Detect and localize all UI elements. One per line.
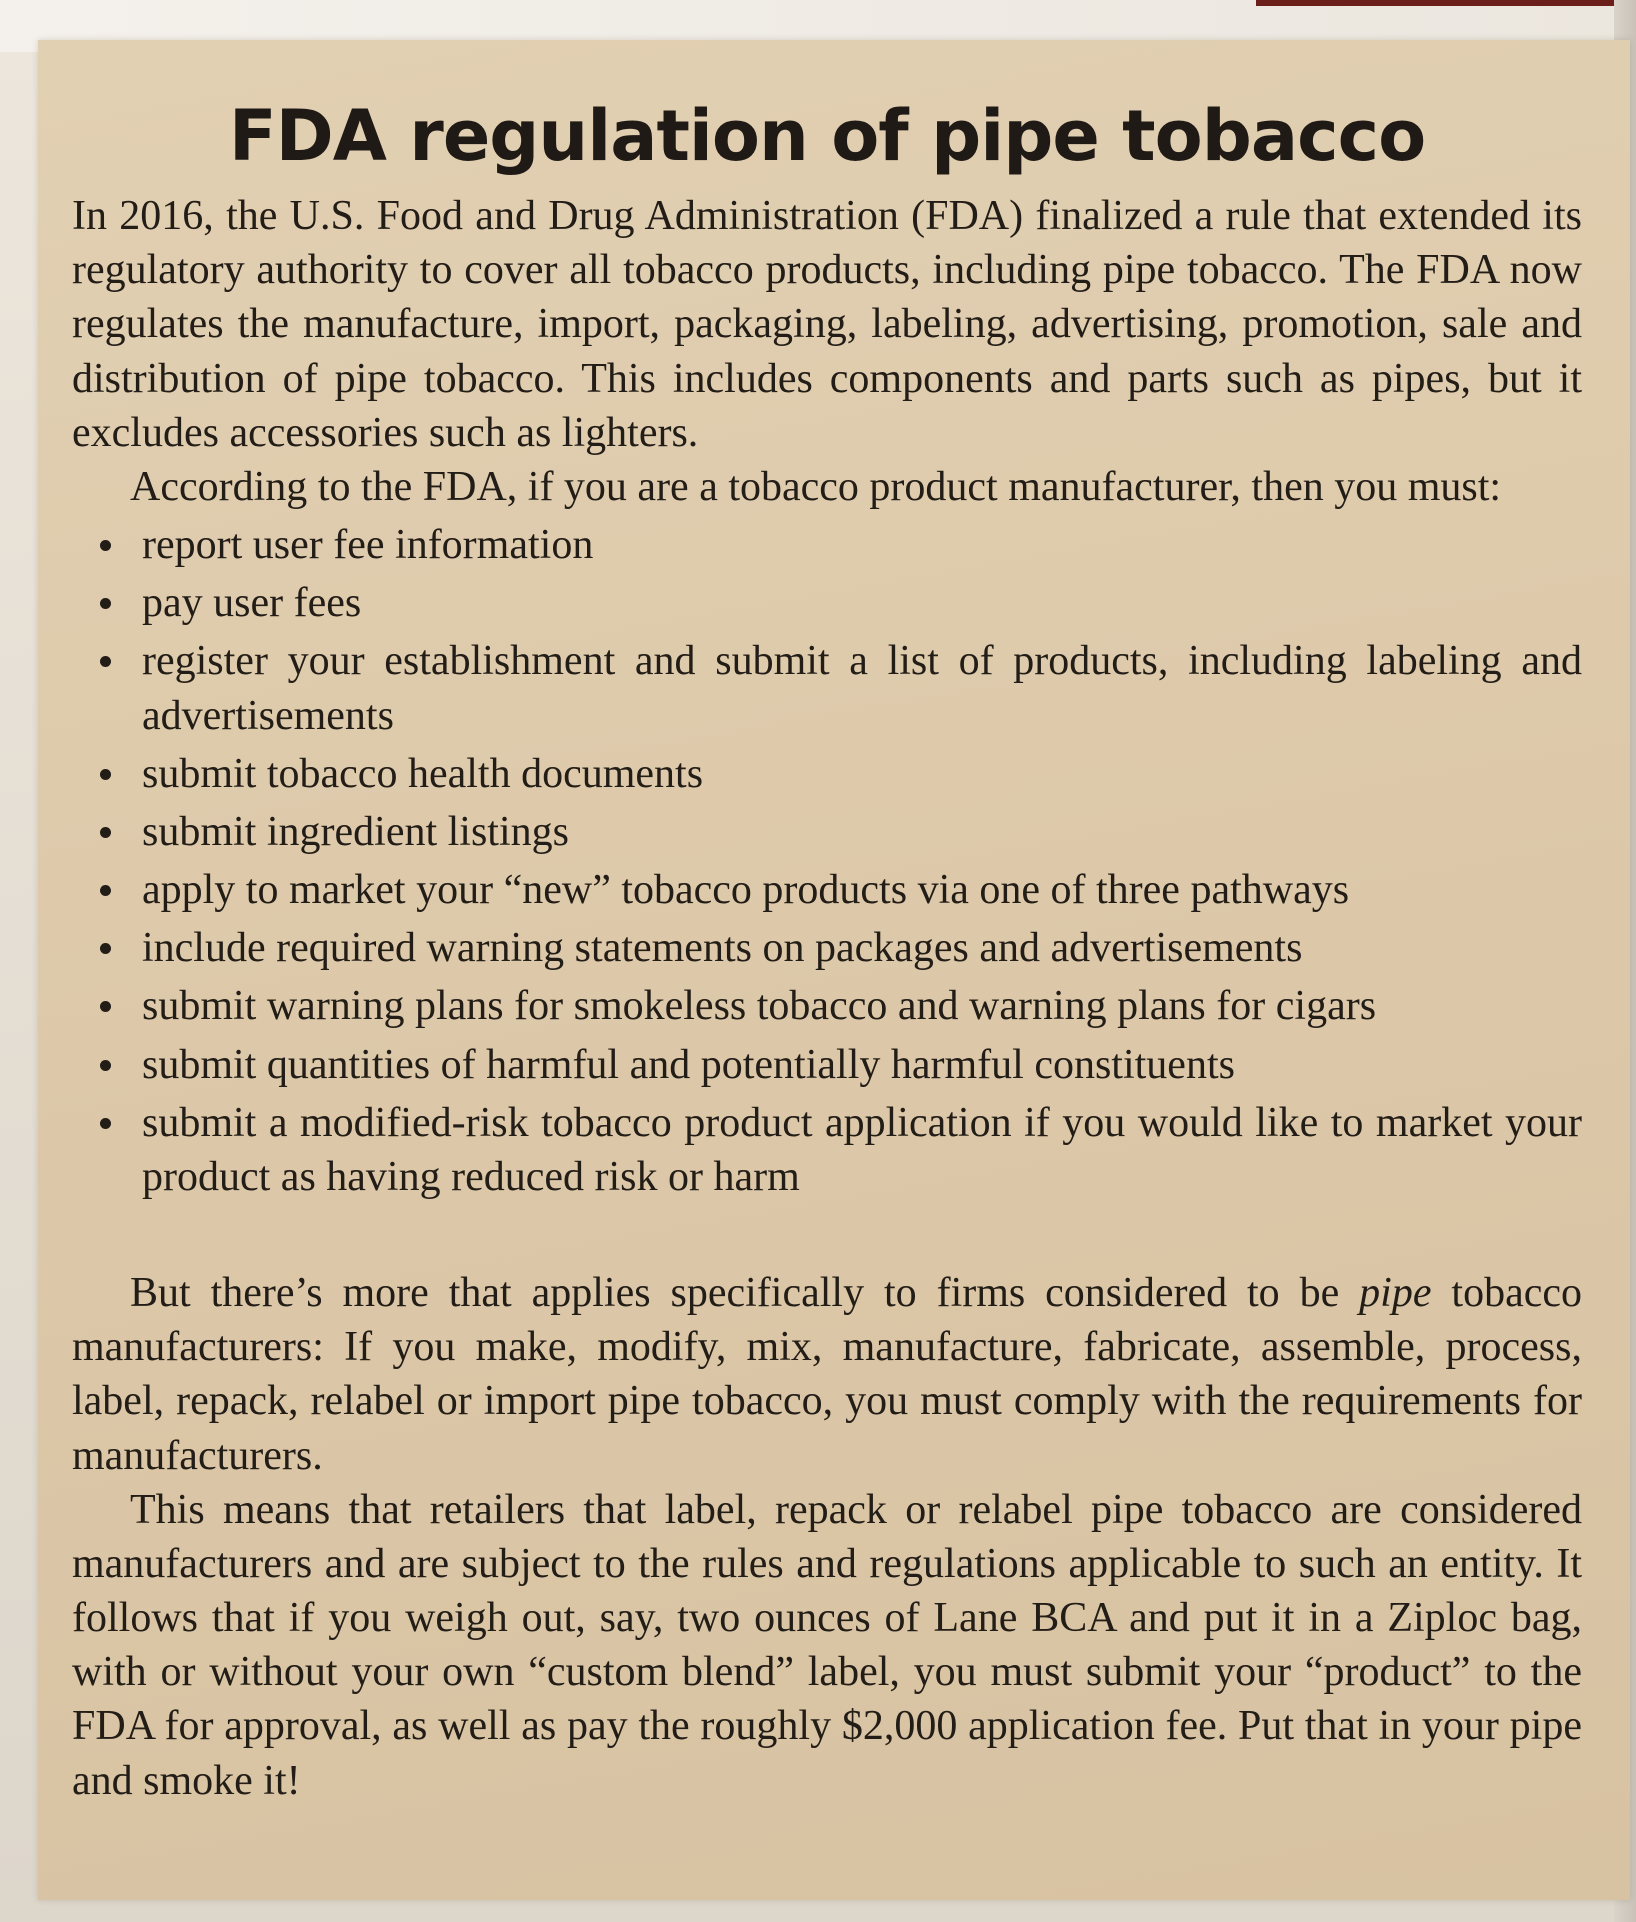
bullet-icon: [100, 1060, 111, 1071]
list-item: [142, 634, 1582, 742]
list-item: [142, 863, 1582, 917]
page-edge-accent: [1256, 0, 1636, 6]
list-item-text: pay user fees: [142, 580, 362, 627]
list-item-text: submit warning plans for smokeless tobacco and warning plans for cigars: [142, 983, 1377, 1030]
list-item-text: apply to market your “new” tobacco products via one of three pathways: [142, 867, 1350, 914]
bullet-icon: [100, 540, 111, 551]
manufacturers-text-end: tobacco manufacturers: If you make, modify, mix, manufacture, fabricate, assemble, process, label, repack, relabel or import pipe tobacco, you must comply with the requirements for manufacturers.: [72, 1270, 1583, 1479]
list-item: [142, 805, 1582, 859]
bullet-icon: [100, 885, 111, 896]
list-item: [142, 747, 1582, 801]
list-item-text: report user fee information: [142, 522, 594, 569]
conclusion-paragraph: This means that retailers that label, repack or relabel pipe tobacco are considered manufacturers and are subject to the rules and regulations applicable to such an entity. It follows that if you weigh out, say, two ounces of Lane BCA and put it in a Ziploc bag, with or without your own “custom blend” label, you must submit your “product” to the FDA for approval, as well as pay the roughly $2,000 application fee. Put that in your pipe and smoke it!: [72, 1486, 1582, 1804]
sidebar-article-panel: [38, 40, 1630, 1900]
bullet-icon: [100, 769, 111, 780]
bullet-icon: [100, 1118, 111, 1129]
requirements-list: [72, 518, 1582, 1204]
list-item: [142, 921, 1582, 975]
bullet-icon: [100, 656, 111, 667]
lead-in-paragraph: According to the FDA, if you are a tobacco product manufacturer, then you must:: [130, 463, 1502, 510]
manufacturers-emphasis: pipe: [1359, 1270, 1432, 1317]
list-item-text: submit a modified-risk tobacco product application if you would like to market your product as having reduced risk or harm: [142, 1099, 1582, 1200]
list-item: [142, 1096, 1582, 1204]
list-item-text: submit ingredient listings: [142, 808, 569, 855]
intro-paragraph: In 2016, the U.S. Food and Drug Administration (FDA) finalized a rule that extended its regulatory authority to cover all tobacco products, including pipe tobacco. The FDA now regulates the manufacture, import, packaging, labeling, advertising, promotion, sale and distribution of pipe tobacco. This includes components and parts such as pipes, but it excludes accessories such as lighters.: [72, 193, 1582, 456]
list-item-text: include required warning statements on packages and advertisements: [142, 925, 1303, 972]
article-title: FDA regulation of pipe tobacco: [228, 95, 1426, 177]
list-item-text: register your establishment and submit a list of products, including labeling and advertisements: [142, 638, 1582, 739]
list-item: [142, 576, 1582, 630]
list-item: [142, 979, 1582, 1033]
list-item-text: submit quantities of harmful and potentially harmful constituents: [142, 1041, 1235, 1088]
list-item: [142, 518, 1582, 572]
bullet-icon: [100, 598, 111, 609]
list-item: [142, 1038, 1582, 1092]
bullet-icon: [100, 943, 111, 954]
manufacturers-text-start: But there’s more that applies specifically to firms considered to be: [130, 1270, 1360, 1317]
list-item-text: submit tobacco health documents: [142, 750, 704, 797]
section-gap: [72, 1208, 1582, 1266]
bullet-icon: [100, 1001, 111, 1012]
manufacturers-paragraph: [72, 1266, 1582, 1483]
bullet-icon: [100, 827, 111, 838]
